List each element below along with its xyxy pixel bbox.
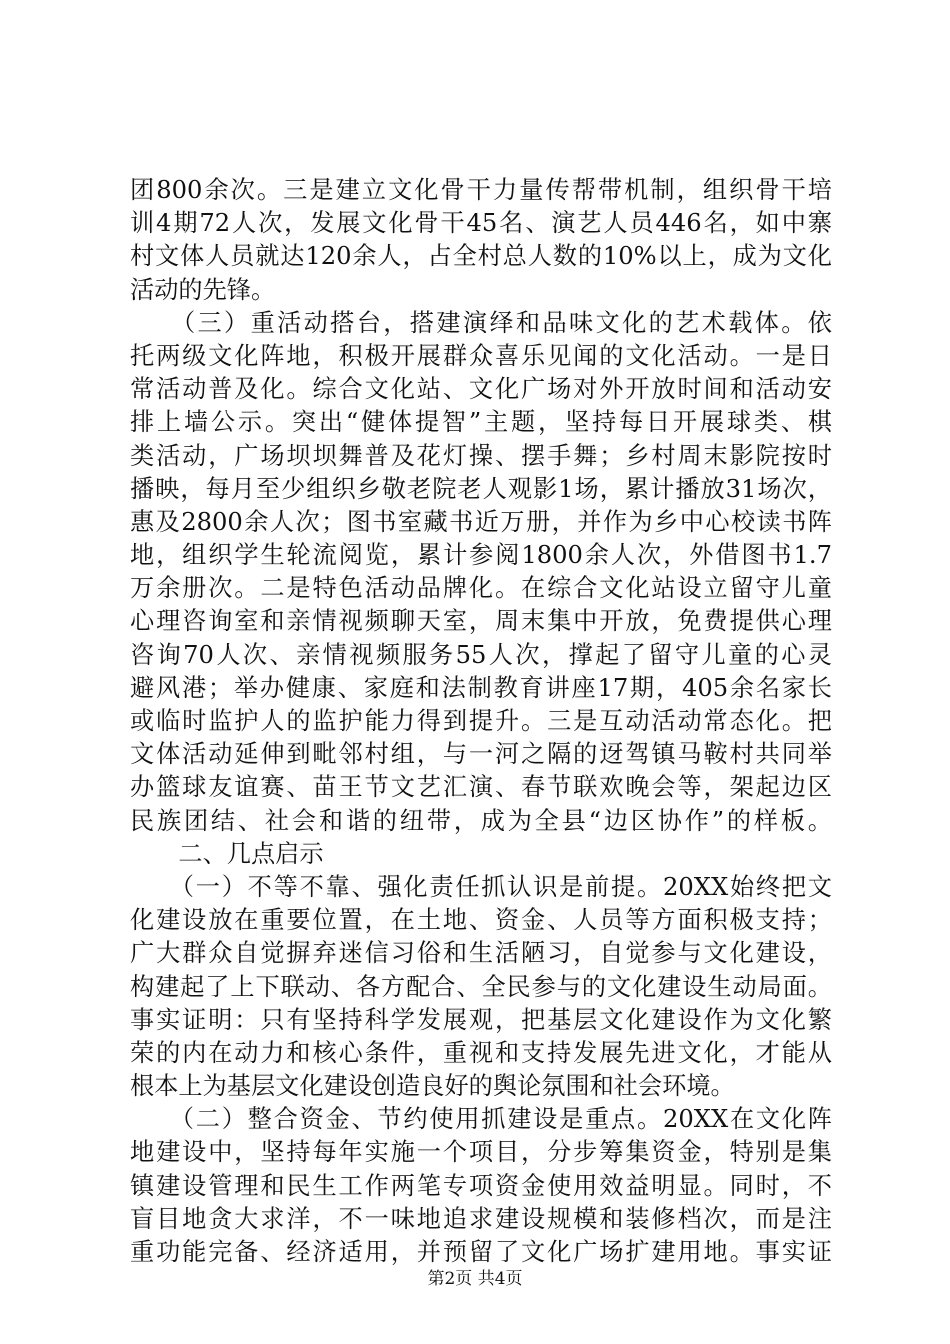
text-line: 二、几点启示	[130, 839, 324, 868]
text-line: 训4期72人次，发展文化骨干45名、演艺人员446名，如中寨	[130, 209, 832, 238]
text-line: 重功能完备、经济适用，并预留了文化广场扩建用地。事实证	[130, 1238, 832, 1266]
text-line: 托两级文化阵地，积极开展群众喜乐见闻的文化活动。一是日	[130, 341, 832, 370]
page-number-label: 第2页 共4页	[427, 1269, 523, 1289]
text-line: 荣的内在动力和核心条件，重视和支持发展先进文化，才能从	[130, 1038, 832, 1067]
text-line: 文体活动延伸到毗邻村组，与一河之隔的迓驾镇马鞍村共同举	[130, 740, 832, 769]
text-line: 常活动普及化。综合文化站、文化广场对外开放时间和活动安	[130, 375, 832, 404]
text-line: 事实证明：只有坚持科学发展观，把基层文化建设作为文化繁	[130, 1005, 832, 1034]
text-line: 根本上为基层文化建设创造良好的舆论氛围和社会环境。	[130, 1072, 735, 1101]
text-line: （三）重活动搭台，搭建演绎和品味文化的艺术载体。依	[130, 308, 832, 337]
text-line: 广大群众自觉摒弃迷信习俗和生活陋习，自觉参与文化建设，	[130, 939, 832, 968]
document-body	[130, 174, 832, 1269]
text-line: 民族团结、社会和谐的纽带，成为全县“边区协作”的样板。	[130, 806, 832, 835]
text-line: 盲目地贪大求洋，不一味地追求建设规模和装修档次，而是注	[130, 1204, 832, 1233]
text-line: 构建起了上下联动、各方配合、全民参与的文化建设生动局面。	[130, 972, 832, 1001]
text-line: 万余册次。二是特色活动品牌化。在综合文化站设立留守儿童	[130, 574, 832, 603]
text-line: 惠及2800余人次；图书室藏书近万册，并作为乡中心校读书阵	[130, 507, 832, 536]
text-line: 排上墙公示。突出“健体提智”主题，坚持每日开展球类、棋	[130, 408, 832, 437]
text-line: （一）不等不靠、强化责任抓认识是前提。20XX始终把文	[130, 872, 832, 901]
text-line: 办篮球友谊赛、苗王节文艺汇演、春节联欢晚会等，架起边区	[130, 773, 832, 802]
text-line: 心理咨询室和亲情视频聊天室，周末集中开放，免费提供心理	[130, 607, 832, 636]
text-line: 播映，每月至少组织乡敬老院老人观影1场，累计播放31场次，	[130, 474, 832, 503]
text-line: （二）整合资金、节约使用抓建设是重点。20XX在文化阵	[130, 1105, 832, 1134]
text-line: 类活动，广场坝坝舞普及花灯操、摆手舞；乡村周末影院按时	[130, 441, 832, 470]
text-line: 避风港；举办健康、家庭和法制教育讲座17期，405余名家长	[130, 673, 832, 702]
text-line: 村文体人员就达120余人，占全村总人数的10%以上，成为文化	[130, 242, 832, 271]
text-line: 团800余次。三是建立文化骨干力量传帮带机制，组织骨干培	[130, 176, 832, 204]
text-line: 地，组织学生轮流阅览，累计参阅1800余人次，外借图书1.7	[130, 541, 832, 570]
text-line: 地建设中，坚持每年实施一个项目，分步筹集资金，特别是集	[130, 1138, 832, 1167]
text-line: 活动的先锋。	[130, 275, 276, 304]
page-footer	[0, 1268, 950, 1290]
text-line: 镇建设管理和民生工作两笔专项资金使用效益明显。同时，不	[130, 1171, 832, 1200]
text-line: 化建设放在重要位置，在土地、资金、人员等方面积极支持；	[130, 906, 832, 935]
text-line: 咨询70人次、亲情视频服务55人次，撑起了留守儿童的心灵	[130, 640, 832, 669]
text-line: 或临时监护人的监护能力得到提升。三是互动活动常态化。把	[130, 707, 832, 735]
